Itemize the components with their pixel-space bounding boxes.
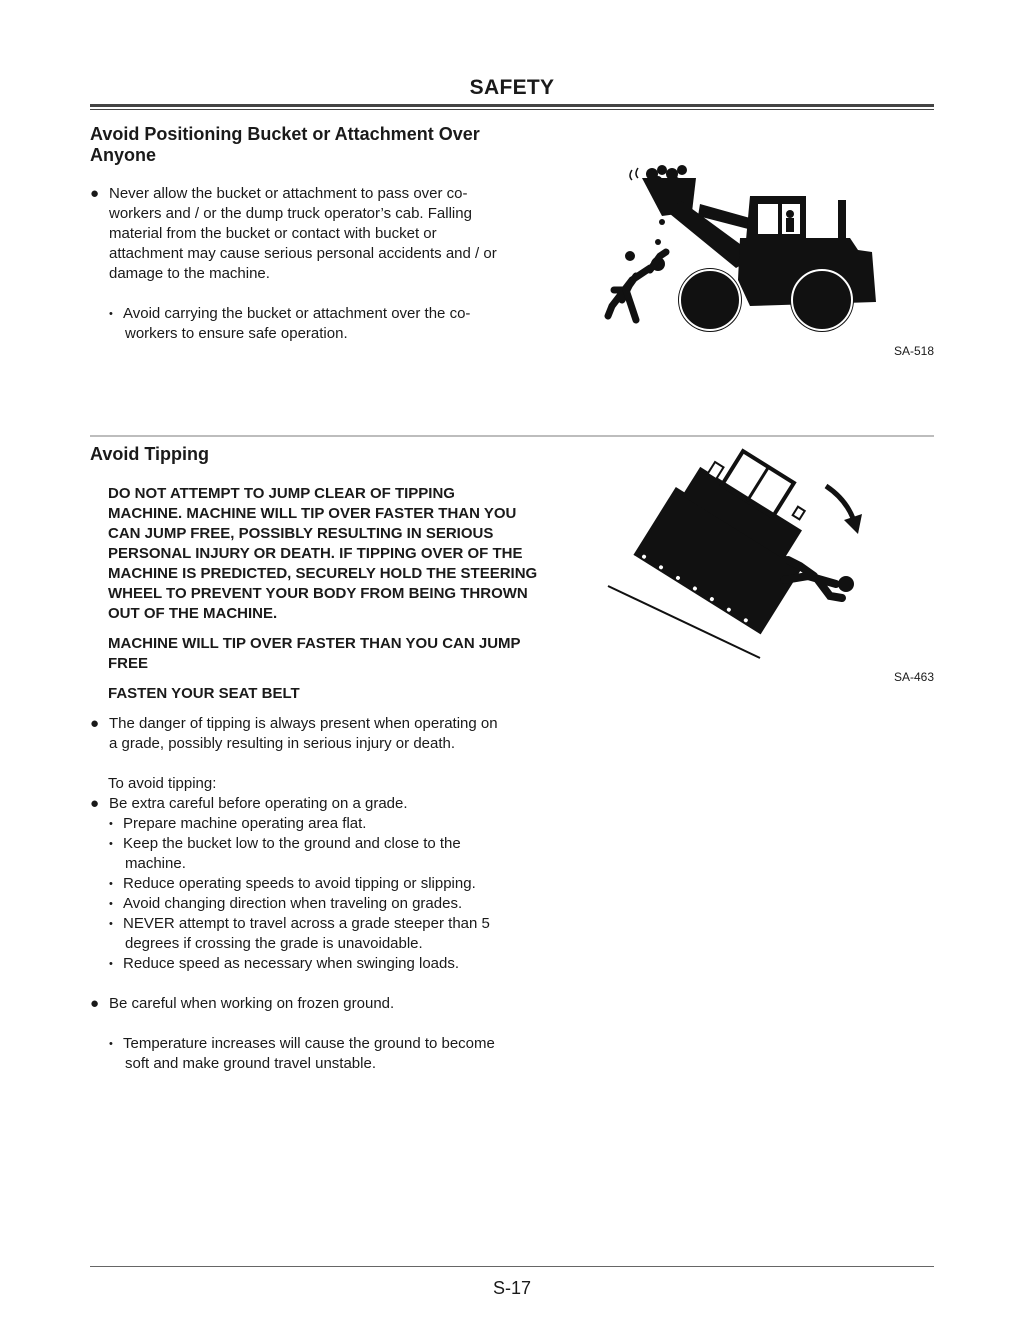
figure-caption-sa463: SA-463: [893, 670, 934, 684]
grade-item: Reduce speed as necessary when swinging loads.: [123, 955, 460, 972]
bullet-marker: ●: [90, 995, 100, 1012]
sub-bullet-marker: •: [109, 1038, 113, 1050]
figure-caption-sa518: SA-518: [893, 344, 934, 358]
sub-bullet-marker: •: [109, 308, 113, 320]
page-number: S-17: [492, 1278, 532, 1298]
section1-heading: Avoid Positioning Bucket or Attachment Over Anyone: [90, 124, 480, 165]
grade-item: Reduce operating speeds to avoid tipping or slipping.: [123, 875, 476, 892]
seat-belt-warning: FASTEN YOUR SEAT BELT: [108, 685, 300, 702]
sub-bullet-marker: •: [109, 878, 113, 890]
footer-rule: [90, 1266, 934, 1267]
section1-bullet-text: Never allow the bucket or attachment to pass over co- workers and / or the dump truck operator’s cab. Falling material from the bucket or contact with bucket or attachment may cause serious personal accidents and / or damage to the machine.: [109, 185, 497, 282]
danger-text: The danger of tipping is always present when operating on a grade, possibly resulting in serious injury or death.: [109, 715, 498, 752]
section1-sub-text: Avoid carrying the bucket or attachment over the co- workers to ensure safe operation.: [123, 305, 471, 342]
section2-heading: Avoid Tipping: [90, 444, 209, 464]
frozen-sub-text: Temperature increases will cause the ground to become soft and make ground travel unstable.: [123, 1035, 495, 1072]
bullet-marker: ●: [90, 715, 100, 732]
bullet-marker: ●: [90, 185, 100, 202]
grade-item: Avoid changing direction when traveling on grades.: [123, 895, 463, 912]
tipping-machine-illustration: [604, 448, 894, 663]
header-rule-thin: [90, 109, 934, 110]
tipping-warning-2: MACHINE WILL TIP OVER FASTER THAN YOU CAN JUMP FREE: [108, 635, 521, 672]
tipping-warning-text: DO NOT ATTEMPT TO JUMP CLEAR OF TIPPING MACHINE. MACHINE WILL TIP OVER FASTER THAN YOU CAN JUMP FREE, POSSIBLY RESULTING IN SERIOUS PERSONAL INJURY OR DEATH. IF TIPPING OVER OF THE MACHINE IS PREDICTED, SECURELY HOLD THE STEERING WHEEL TO PREVENT YOUR BODY FROM BEING THROWN OUT OF THE MACHINE.: [108, 485, 538, 622]
frozen-bullet-text: Be careful when working on frozen ground.: [109, 995, 395, 1012]
loader-bucket-hazard-illustration: [600, 160, 890, 340]
sub-bullet-marker: •: [109, 918, 113, 930]
page-title: SAFETY: [469, 76, 555, 99]
sub-bullet-marker: •: [109, 958, 113, 970]
to-avoid-label: To avoid tipping:: [108, 775, 217, 792]
grade-bullet-text: Be extra careful before operating on a grade.: [109, 795, 408, 812]
grade-item: NEVER attempt to travel across a grade steeper than 5 degrees if crossing the grade is unavoidable.: [123, 915, 490, 952]
grade-item: Prepare machine operating area flat.: [123, 815, 367, 832]
grade-item: Keep the bucket low to the ground and close to the machine.: [123, 835, 461, 872]
header-rule-thick: [90, 104, 934, 107]
sub-bullet-marker: •: [109, 818, 113, 830]
sub-bullet-marker: •: [109, 898, 113, 910]
sub-bullet-marker: •: [109, 838, 113, 850]
section-divider: [90, 435, 934, 437]
bullet-marker: ●: [90, 795, 100, 812]
